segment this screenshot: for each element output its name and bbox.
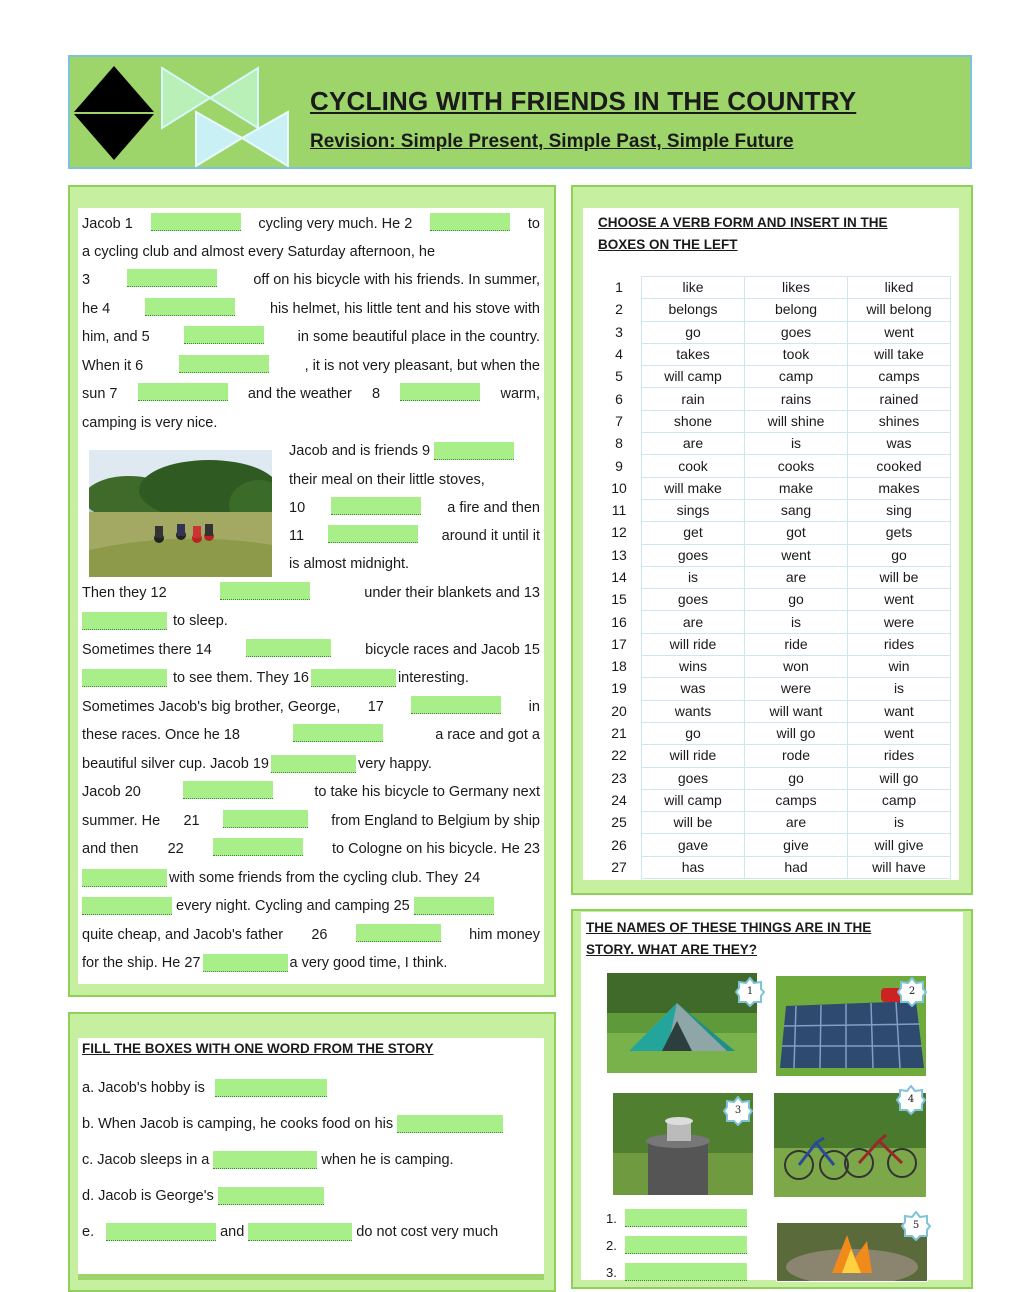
- fill-item-e: e. and do not cost very much: [82, 1224, 499, 1240]
- fill-box-a[interactable]: [215, 1079, 327, 1097]
- fill-box-e2[interactable]: [248, 1223, 352, 1241]
- verb-option: will make: [642, 477, 745, 499]
- page-subtitle: Revision: Simple Present, Simple Past, Simple Future: [310, 131, 794, 152]
- verb-row-number: 5: [597, 366, 642, 388]
- story-line: Then they 12 under their blankets and 13: [82, 582, 540, 604]
- story-line: quite cheap, and Jacob's father 26 him money: [82, 924, 540, 946]
- verb-option: likes: [745, 277, 848, 299]
- verb-row: [597, 745, 951, 767]
- story-line: these races. Once he 18 a race and got a: [82, 724, 540, 746]
- story-line: and then 22 to Cologne on his bicycle. He 23: [82, 838, 540, 860]
- verb-row-number: 11: [597, 499, 642, 521]
- verb-option: will ride: [642, 745, 745, 767]
- answer-box-3[interactable]: [127, 269, 217, 287]
- verb-option: wins: [642, 656, 745, 678]
- verb-option: camps: [745, 789, 848, 811]
- verb-row: [597, 633, 951, 655]
- verb-option: won: [745, 656, 848, 678]
- verb-row: [597, 499, 951, 521]
- verb-row-number: 23: [597, 767, 642, 789]
- verb-row: [597, 388, 951, 410]
- verb-row-number: 17: [597, 633, 642, 655]
- verb-option: is: [745, 611, 848, 633]
- verb-option: win: [848, 656, 951, 678]
- story-line: 11 around it until it: [289, 525, 540, 547]
- verb-row-number: 12: [597, 522, 642, 544]
- answer-box-26[interactable]: [356, 924, 441, 942]
- cyclists-photo: [89, 450, 272, 577]
- verb-row-number: 24: [597, 789, 642, 811]
- verb-row-number: 13: [597, 544, 642, 566]
- verb-option: rains: [745, 388, 848, 410]
- verb-option: had: [745, 856, 848, 878]
- verb-option: went: [745, 544, 848, 566]
- verb-option: is: [642, 566, 745, 588]
- verb-option: is: [848, 678, 951, 700]
- verb-row: [597, 700, 951, 722]
- verb-row: [597, 678, 951, 700]
- story-line: a cycling club and almost every Saturday afternoon, he: [82, 244, 436, 260]
- verb-option: camps: [848, 366, 951, 388]
- answer-box-5[interactable]: [184, 326, 264, 344]
- verb-option: are: [745, 566, 848, 588]
- verb-row: [597, 455, 951, 477]
- verb-option: will shine: [745, 410, 848, 432]
- verb-option: will ride: [642, 633, 745, 655]
- verb-option: cooks: [745, 455, 848, 477]
- verb-row-number: 14: [597, 566, 642, 588]
- verb-option: gave: [642, 834, 745, 856]
- verb-option: cooked: [848, 455, 951, 477]
- story-line: camping is very nice.: [82, 415, 218, 431]
- verb-row-number: 15: [597, 589, 642, 611]
- names-instructions-line1: THE NAMES OF THESE THINGS ARE IN THE: [586, 920, 872, 935]
- name-answer-box[interactable]: [625, 1209, 747, 1227]
- story-line: him, and 5 in some beautiful place in the country.: [82, 326, 540, 348]
- answer-box-6[interactable]: [179, 355, 269, 373]
- answer-box-18[interactable]: [293, 724, 383, 742]
- page-title: CYCLING WITH FRIENDS IN THE COUNTRY: [310, 86, 857, 116]
- verb-option: were: [745, 678, 848, 700]
- verb-option: were: [848, 611, 951, 633]
- answer-box-1[interactable]: [151, 213, 241, 231]
- story-line: summer. He 21 from England to Belgium by ship: [82, 810, 540, 832]
- verb-option: shone: [642, 410, 745, 432]
- answer-box-22[interactable]: [213, 838, 303, 856]
- bowtie-logo: [70, 62, 300, 167]
- verb-option: shines: [848, 410, 951, 432]
- answer-box-10[interactable]: [331, 497, 421, 515]
- story-line: sun 7 and the weather 8 warm,: [82, 383, 540, 405]
- fill-item-d: d. Jacob is George's: [82, 1187, 328, 1205]
- fill-box-c[interactable]: [213, 1151, 317, 1169]
- story-line: When it 6 , it is not very pleasant, but when the: [82, 355, 540, 377]
- verb-row-number: 2: [597, 299, 642, 321]
- verb-row: [597, 321, 951, 343]
- story-line: is almost midnight.: [289, 556, 410, 572]
- answer-box-15[interactable]: [82, 669, 167, 687]
- answer-box-13[interactable]: [82, 612, 167, 630]
- answer-box-24[interactable]: [82, 897, 172, 915]
- answer-box-14[interactable]: [246, 639, 331, 657]
- verb-option: has: [642, 856, 745, 878]
- story-line: Jacob and is friends 9: [289, 440, 540, 462]
- verb-row-number: 4: [597, 343, 642, 365]
- verb-row: [597, 656, 951, 678]
- verb-row: [597, 522, 951, 544]
- verb-row-number: 20: [597, 700, 642, 722]
- story-line: Sometimes there 14 bicycle races and Jacob 15: [82, 639, 540, 661]
- verb-option: went: [848, 722, 951, 744]
- answer-box-25[interactable]: [414, 897, 494, 915]
- verb-option: get: [642, 522, 745, 544]
- verb-option: go: [745, 767, 848, 789]
- verb-row-number: 26: [597, 834, 642, 856]
- verb-option: will go: [745, 722, 848, 744]
- verb-row: [597, 856, 951, 878]
- answer-box-8[interactable]: [400, 383, 480, 401]
- verb-option: liked: [848, 277, 951, 299]
- verb-option: will have: [848, 856, 951, 878]
- story-line: 3 off on his bicycle with his friends. In summer,: [82, 269, 540, 291]
- verb-row: [597, 477, 951, 499]
- verb-row-number: 27: [597, 856, 642, 878]
- verb-row: [597, 299, 951, 321]
- verb-option: go: [745, 589, 848, 611]
- verb-row-number: 22: [597, 745, 642, 767]
- verb-option: give: [745, 834, 848, 856]
- verb-instructions-line2: BOXES ON THE LEFT: [598, 237, 738, 252]
- fill-box-e1[interactable]: [106, 1223, 216, 1241]
- verb-row: [597, 834, 951, 856]
- verb-option: was: [848, 433, 951, 455]
- verb-option: goes: [642, 589, 745, 611]
- verb-option: are: [745, 812, 848, 834]
- verb-option: rain: [642, 388, 745, 410]
- verb-row: [597, 812, 951, 834]
- verb-row-number: 7: [597, 410, 642, 432]
- verb-option: camp: [848, 789, 951, 811]
- verb-option: will camp: [642, 789, 745, 811]
- answer-box-7[interactable]: [138, 383, 228, 401]
- verb-option: will be: [642, 812, 745, 834]
- bottom-strip: [78, 1274, 544, 1280]
- fill-instructions: FILL THE BOXES WITH ONE WORD FROM THE STORY: [82, 1041, 434, 1056]
- verb-option: will go: [848, 767, 951, 789]
- answer-box-20[interactable]: [183, 781, 273, 799]
- verb-option: are: [642, 611, 745, 633]
- verb-option: takes: [642, 343, 745, 365]
- verb-row-number: 9: [597, 455, 642, 477]
- verb-row-number: 21: [597, 722, 642, 744]
- story-line: every night. Cycling and camping 25: [82, 895, 540, 917]
- answer-box-2[interactable]: [430, 213, 510, 231]
- verb-option: rode: [745, 745, 848, 767]
- verb-row: [597, 789, 951, 811]
- verb-row: [597, 433, 951, 455]
- verb-row-number: 16: [597, 611, 642, 633]
- verb-row: [597, 544, 951, 566]
- verb-row: [597, 611, 951, 633]
- verb-row-number: 18: [597, 656, 642, 678]
- verb-option: makes: [848, 477, 951, 499]
- story-line: their meal on their little stoves,: [289, 472, 485, 488]
- fill-item-b: b. When Jacob is camping, he cooks food on his: [82, 1115, 507, 1133]
- name-answer-row: 2.: [606, 1236, 747, 1254]
- names-instructions-line2: STORY. WHAT ARE THEY?: [586, 942, 758, 957]
- verb-option: want: [848, 700, 951, 722]
- number-badge: 4: [896, 1085, 926, 1115]
- verb-option: will belong: [848, 299, 951, 321]
- story-line: he 4 his helmet, his little tent and his stove with: [82, 298, 540, 320]
- verb-option: go: [848, 544, 951, 566]
- verb-option: like: [642, 277, 745, 299]
- verb-row-number: 10: [597, 477, 642, 499]
- verb-option: went: [848, 589, 951, 611]
- verb-option: sing: [848, 499, 951, 521]
- verb-option: went: [848, 321, 951, 343]
- verb-option: make: [745, 477, 848, 499]
- verb-option: gets: [848, 522, 951, 544]
- verb-option: got: [745, 522, 848, 544]
- answer-box-11[interactable]: [328, 525, 418, 543]
- verb-row-number: 25: [597, 812, 642, 834]
- verb-row: [597, 589, 951, 611]
- verb-row-number: 3: [597, 321, 642, 343]
- story-line: for the ship. He 27 a very good time, I think.: [82, 955, 448, 971]
- verb-option: will camp: [642, 366, 745, 388]
- verb-option: will be: [848, 566, 951, 588]
- verb-option: is: [745, 433, 848, 455]
- verb-row: [597, 767, 951, 789]
- verb-option: goes: [642, 767, 745, 789]
- verb-row: [597, 366, 951, 388]
- story-line: Jacob 1 cycling very much. He 2 to: [82, 213, 540, 235]
- name-answer-box[interactable]: [625, 1236, 747, 1254]
- verb-row: [597, 410, 951, 432]
- verb-option: wants: [642, 700, 745, 722]
- verb-option: will want: [745, 700, 848, 722]
- answer-box-4[interactable]: [145, 298, 235, 316]
- verb-option: belong: [745, 299, 848, 321]
- answer-box-9[interactable]: [434, 442, 514, 460]
- number-badge: 5: [901, 1211, 931, 1241]
- name-answer-row: 3.: [606, 1263, 747, 1281]
- story-line: beautiful silver cup. Jacob 19 very happy.: [82, 756, 432, 772]
- verb-row: [597, 343, 951, 365]
- verb-option: sings: [642, 499, 745, 521]
- verb-option: will give: [848, 834, 951, 856]
- answer-box-17[interactable]: [411, 696, 501, 714]
- story-line: 10 a fire and then: [289, 497, 540, 519]
- verb-option: goes: [642, 544, 745, 566]
- verb-option: are: [642, 433, 745, 455]
- verb-option: go: [642, 321, 745, 343]
- answer-box-21[interactable]: [223, 810, 308, 828]
- fill-item-c: c. Jacob sleeps in a when he is camping.: [82, 1152, 454, 1168]
- verb-row: [597, 722, 951, 744]
- verb-option: rides: [848, 745, 951, 767]
- verb-row-number: 8: [597, 433, 642, 455]
- verb-table: [597, 276, 951, 879]
- number-badge: 2: [897, 977, 927, 1007]
- verb-option: cook: [642, 455, 745, 477]
- fill-box-d[interactable]: [218, 1187, 324, 1205]
- verb-option: camp: [745, 366, 848, 388]
- verb-instructions-line1: CHOOSE A VERB FORM AND INSERT IN THE: [598, 215, 888, 230]
- number-badge: 3: [723, 1096, 753, 1126]
- story-line: with some friends from the cycling club. They 24: [82, 867, 540, 889]
- verb-option: rained: [848, 388, 951, 410]
- verb-option: was: [642, 678, 745, 700]
- verb-option: is: [848, 812, 951, 834]
- verb-option: sang: [745, 499, 848, 521]
- verb-row: [597, 277, 951, 299]
- story-line: Sometimes Jacob's big brother, George, 17 in: [82, 696, 540, 718]
- verb-option: ride: [745, 633, 848, 655]
- name-answer-row: 1.: [606, 1209, 747, 1227]
- fill-item-a: a. Jacob's hobby is: [82, 1079, 331, 1097]
- answer-box-12[interactable]: [220, 582, 310, 600]
- verb-row-number: 6: [597, 388, 642, 410]
- verb-option: rides: [848, 633, 951, 655]
- verb-option: goes: [745, 321, 848, 343]
- verb-option: will take: [848, 343, 951, 365]
- verb-row-number: 1: [597, 277, 642, 299]
- story-line: to sleep.: [82, 610, 540, 632]
- name-answer-box[interactable]: [625, 1263, 747, 1281]
- verb-option: belongs: [642, 299, 745, 321]
- story-line: to see them. They 16 interesting.: [82, 667, 540, 689]
- verb-option: took: [745, 343, 848, 365]
- number-badge: 1: [735, 977, 765, 1007]
- story-line: Jacob 20 to take his bicycle to Germany next: [82, 781, 540, 803]
- fill-box-b[interactable]: [397, 1115, 503, 1133]
- answer-box-16[interactable]: [311, 669, 396, 687]
- answer-box-23[interactable]: [82, 869, 167, 887]
- answer-box-27[interactable]: [203, 954, 288, 972]
- verb-option: go: [642, 722, 745, 744]
- answer-box-19[interactable]: [271, 755, 356, 773]
- verb-row-number: 19: [597, 678, 642, 700]
- verb-row: [597, 566, 951, 588]
